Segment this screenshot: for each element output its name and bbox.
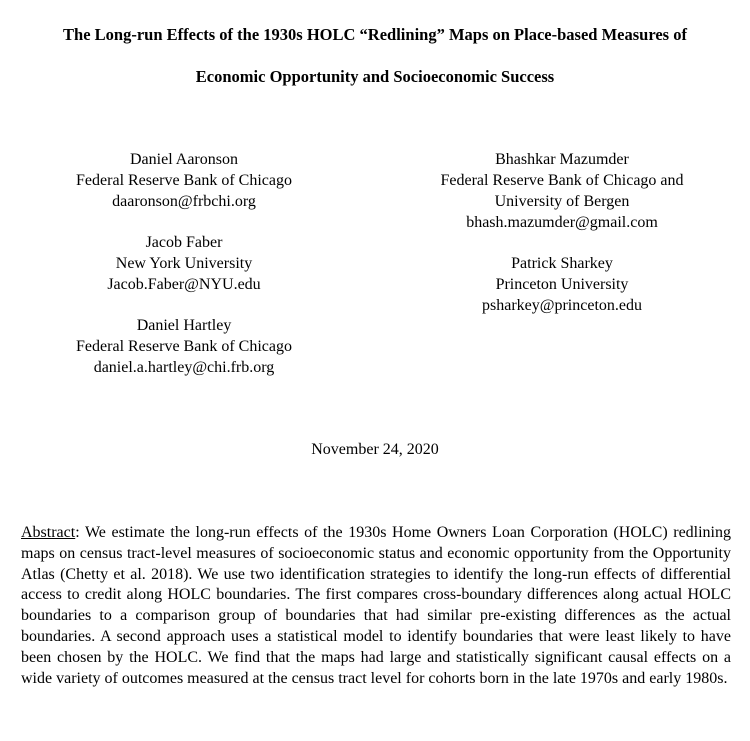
abstract-label: Abstract (21, 524, 76, 541)
publication-date: November 24, 2020 (311, 441, 439, 458)
author-column-right (410, 149, 714, 336)
author-email: daniel.a.hartley@chi.frb.org (93, 359, 275, 376)
author-email: psharkey@princeton.edu (481, 297, 642, 314)
author-name: Patrick Sharkey (511, 255, 613, 272)
author-affiliation: New York University (115, 255, 253, 272)
paper-title-line-2: Economic Opportunity and Socioeconomic Success (195, 67, 555, 86)
author-name: Daniel Hartley (136, 317, 232, 334)
author-entry (34, 149, 334, 212)
abstract-text: We estimate the long-run effects of the 1930s Home Owners Loan Corporation (HOLC) redlining maps on census tract-level measures of socioeconomic status and economic opportunity from the Opportunity Atlas (Chetty et al. 2018). We use two identification strategies to identify the long-run effects of differential access to credit along HOLC boundaries. The first compares cross-boundary differences along actual HOLC boundaries to a comparison group of boundaries that had similar pre-existing differences as the actual boundaries. A second approach uses a statistical model to identify boundaries that were least likely to have been chosen by the HOLC. We find that the maps had large and statistically significant causal effects on a wide variety of outcomes measured at the census tract level for cohorts born in the late 1970s and early 1980s. (21, 524, 731, 687)
author-block (0, 149, 750, 389)
author-affiliation: Federal Reserve Bank of Chicago (76, 338, 292, 355)
author-email: Jacob.Faber@NYU.edu (107, 276, 261, 293)
author-affiliation: University of Bergen (494, 193, 630, 210)
author-email: daaronson@frbchi.org (112, 193, 256, 210)
author-affiliation: Federal Reserve Bank of Chicago and (440, 172, 684, 189)
author-affiliation: Federal Reserve Bank of Chicago (76, 172, 292, 189)
author-column-left (34, 149, 334, 398)
author-entry (410, 149, 714, 233)
paper-title-line-1: The Long-run Effects of the 1930s HOLC “Redlining” Maps on Place-based Measures of (63, 25, 687, 44)
author-entry (34, 232, 334, 295)
author-affiliation: Princeton University (495, 276, 629, 293)
author-entry (34, 315, 334, 378)
author-email: bhash.mazumder@gmail.com (466, 214, 658, 231)
abstract-label-separator: : (75, 524, 80, 541)
author-name: Jacob Faber (145, 234, 223, 251)
abstract-paragraph (21, 523, 731, 689)
author-name: Daniel Aaronson (130, 151, 238, 168)
author-name: Bhashkar Mazumder (495, 151, 629, 168)
author-entry (410, 253, 714, 316)
